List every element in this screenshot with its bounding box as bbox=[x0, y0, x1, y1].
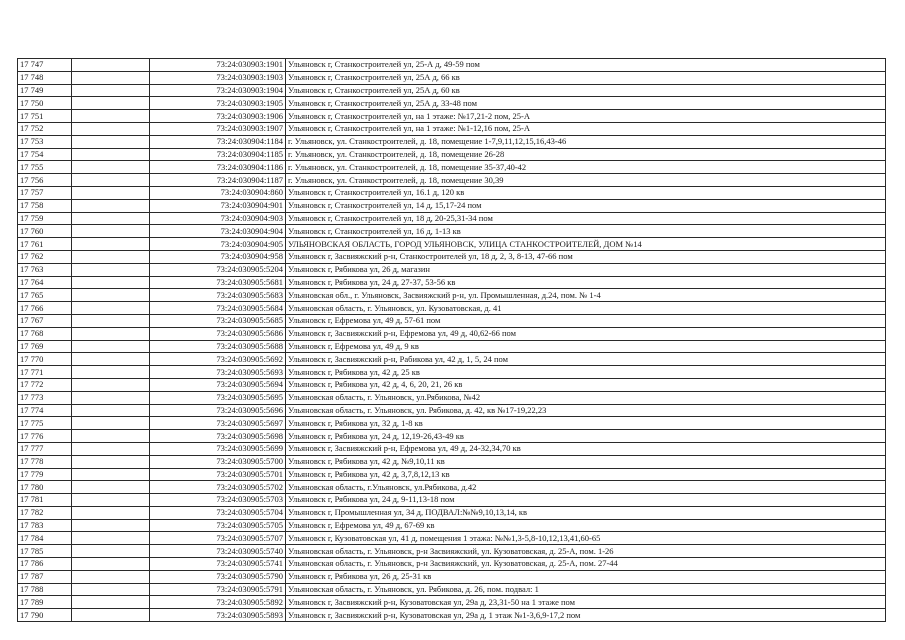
document-sheet bbox=[17, 58, 885, 622]
table-row bbox=[18, 289, 886, 302]
address-cell: Ульяновск г, Станкостроителей ул, 25А д, 60 кв bbox=[286, 84, 886, 97]
table-row bbox=[18, 391, 886, 404]
table-row bbox=[18, 174, 886, 187]
table-row bbox=[18, 59, 886, 72]
table-row bbox=[18, 455, 886, 468]
row-number-cell: 17 762 bbox=[18, 250, 72, 263]
empty-cell bbox=[72, 276, 150, 289]
address-cell: УЛЬЯНОВСКАЯ ОБЛАСТЬ, ГОРОД УЛЬЯНОВСК, УЛИЦА СТАНКОСТРОИТЕЛЕЙ, ДОМ №14 bbox=[286, 238, 886, 251]
address-cell: Ульяновск г, Ефремова ул, 49 д, 67-69 кв bbox=[286, 519, 886, 532]
row-number-cell: 17 780 bbox=[18, 481, 72, 494]
address-cell: Ульяновск г, Засвияжский р-н, Кузоватовская ул, 29а д, 1 этаж №1-3,6,9-17,2 пом bbox=[286, 609, 886, 622]
address-cell: Ульяновск г, Ефремова ул, 49 д, 9 кв bbox=[286, 340, 886, 353]
row-number-cell: 17 778 bbox=[18, 455, 72, 468]
cadastral-number-cell: 73:24:030905:5688 bbox=[150, 340, 286, 353]
table-row bbox=[18, 250, 886, 263]
empty-cell bbox=[72, 71, 150, 84]
cadastral-registry-table bbox=[17, 58, 886, 622]
table-row bbox=[18, 378, 886, 391]
cadastral-number-cell: 73:24:030905:5684 bbox=[150, 302, 286, 315]
empty-cell bbox=[72, 455, 150, 468]
empty-cell bbox=[72, 353, 150, 366]
empty-cell bbox=[72, 250, 150, 263]
address-cell: г. Ульяновск, ул. Станкостроителей, д. 18, помещение 30,39 bbox=[286, 174, 886, 187]
table-row bbox=[18, 97, 886, 110]
table-row bbox=[18, 148, 886, 161]
row-number-cell: 17 786 bbox=[18, 558, 72, 571]
table-row bbox=[18, 545, 886, 558]
cadastral-number-cell: 73:24:030905:5696 bbox=[150, 404, 286, 417]
address-cell: Ульяновск г, Станкостроителей ул, 14 д, 15,17-24 пом bbox=[286, 199, 886, 212]
cadastral-number-cell: 73:24:030905:5892 bbox=[150, 596, 286, 609]
cadastral-number-cell: 73:24:030904:958 bbox=[150, 250, 286, 263]
row-number-cell: 17 789 bbox=[18, 596, 72, 609]
address-cell: Ульяновск г, Засвияжский р-н, Ефремова ул, 49 д, 40,62-66 пом bbox=[286, 327, 886, 340]
row-number-cell: 17 787 bbox=[18, 570, 72, 583]
address-cell: Ульяновск г, Станкостроителей ул, на 1 этаже: №17,21-2 пом, 25-А bbox=[286, 110, 886, 123]
row-number-cell: 17 774 bbox=[18, 404, 72, 417]
row-number-cell: 17 759 bbox=[18, 212, 72, 225]
empty-cell bbox=[72, 583, 150, 596]
empty-cell bbox=[72, 302, 150, 315]
empty-cell bbox=[72, 378, 150, 391]
cadastral-number-cell: 73:24:030905:5695 bbox=[150, 391, 286, 404]
cadastral-number-cell: 73:24:030905:5704 bbox=[150, 506, 286, 519]
row-number-cell: 17 765 bbox=[18, 289, 72, 302]
address-cell: Ульяновская область, г. Ульяновск, ул.Рябикова, №42 bbox=[286, 391, 886, 404]
address-cell: Ульяновск г, Рябикова ул, 26 д, магазин bbox=[286, 263, 886, 276]
empty-cell bbox=[72, 519, 150, 532]
table-row bbox=[18, 314, 886, 327]
table-row bbox=[18, 212, 886, 225]
empty-cell bbox=[72, 596, 150, 609]
address-cell: г. Ульяновск, ул. Станкостроителей, д. 18, помещение 1-7,9,11,12,15,16,43-46 bbox=[286, 135, 886, 148]
address-cell: Ульяновск г, Станкостроителей ул, 18 д, 20-25,31-34 пом bbox=[286, 212, 886, 225]
row-number-cell: 17 771 bbox=[18, 366, 72, 379]
row-number-cell: 17 753 bbox=[18, 135, 72, 148]
table-row bbox=[18, 161, 886, 174]
cadastral-number-cell: 73:24:030904:904 bbox=[150, 225, 286, 238]
empty-cell bbox=[72, 327, 150, 340]
cadastral-number-cell: 73:24:030904:860 bbox=[150, 186, 286, 199]
empty-cell bbox=[72, 442, 150, 455]
table-row bbox=[18, 583, 886, 596]
table-row bbox=[18, 135, 886, 148]
row-number-cell: 17 758 bbox=[18, 199, 72, 212]
table-row bbox=[18, 71, 886, 84]
table-row bbox=[18, 122, 886, 135]
empty-cell bbox=[72, 84, 150, 97]
address-cell: Ульяновск г, Рябикова ул, 42 д, 25 кв bbox=[286, 366, 886, 379]
row-number-cell: 17 782 bbox=[18, 506, 72, 519]
address-cell: Ульяновск г, Рябикова ул, 42 д, 4, 6, 20, 21, 26 кв bbox=[286, 378, 886, 391]
table-row bbox=[18, 519, 886, 532]
row-number-cell: 17 760 bbox=[18, 225, 72, 238]
table-row bbox=[18, 558, 886, 571]
table-row bbox=[18, 442, 886, 455]
row-number-cell: 17 770 bbox=[18, 353, 72, 366]
table-row bbox=[18, 110, 886, 123]
empty-cell bbox=[72, 174, 150, 187]
table-row bbox=[18, 225, 886, 238]
empty-cell bbox=[72, 135, 150, 148]
cadastral-number-cell: 73:24:030905:5790 bbox=[150, 570, 286, 583]
row-number-cell: 17 773 bbox=[18, 391, 72, 404]
empty-cell bbox=[72, 186, 150, 199]
table-row bbox=[18, 481, 886, 494]
table-row bbox=[18, 199, 886, 212]
cadastral-number-cell: 73:24:030904:901 bbox=[150, 199, 286, 212]
address-cell: Ульяновская область, г. Ульяновск, р-н Засвияжский, ул. Кузоватовская, д. 25-А, пом. 1-26 bbox=[286, 545, 886, 558]
empty-cell bbox=[72, 148, 150, 161]
table-row bbox=[18, 596, 886, 609]
empty-cell bbox=[72, 481, 150, 494]
cadastral-number-cell: 73:24:030903:1903 bbox=[150, 71, 286, 84]
empty-cell bbox=[72, 238, 150, 251]
address-cell: Ульяновск г, Станкостроителей ул, 25А д, 66 кв bbox=[286, 71, 886, 84]
empty-cell bbox=[72, 59, 150, 72]
row-number-cell: 17 785 bbox=[18, 545, 72, 558]
cadastral-number-cell: 73:24:030904:1186 bbox=[150, 161, 286, 174]
address-cell: Ульяновская область, г. Ульяновск, ул. Рябикова, д. 42, кв №17-19,22,23 bbox=[286, 404, 886, 417]
empty-cell bbox=[72, 468, 150, 481]
cadastral-number-cell: 73:24:030903:1904 bbox=[150, 84, 286, 97]
row-number-cell: 17 776 bbox=[18, 430, 72, 443]
row-number-cell: 17 749 bbox=[18, 84, 72, 97]
table-row bbox=[18, 84, 886, 97]
row-number-cell: 17 790 bbox=[18, 609, 72, 622]
cadastral-number-cell: 73:24:030905:5698 bbox=[150, 430, 286, 443]
row-number-cell: 17 767 bbox=[18, 314, 72, 327]
cadastral-number-cell: 73:24:030903:1906 bbox=[150, 110, 286, 123]
address-cell: Ульяновская область, г. Ульяновск, ул. Рябикова, д. 26, пом. подвал: 1 bbox=[286, 583, 886, 596]
row-number-cell: 17 781 bbox=[18, 494, 72, 507]
table-row bbox=[18, 609, 886, 622]
empty-cell bbox=[72, 430, 150, 443]
address-cell: Ульяновск г, Промышленная ул, 34 д, ПОДВАЛ:№№9,10,13,14, кв bbox=[286, 506, 886, 519]
cadastral-number-cell: 73:24:030905:5686 bbox=[150, 327, 286, 340]
row-number-cell: 17 752 bbox=[18, 122, 72, 135]
cadastral-number-cell: 73:24:030905:5685 bbox=[150, 314, 286, 327]
address-cell: Ульяновск г, Рябикова ул, 42 д, №9,10,11 кв bbox=[286, 455, 886, 468]
cadastral-number-cell: 73:24:030905:5702 bbox=[150, 481, 286, 494]
cadastral-number-cell: 73:24:030904:1185 bbox=[150, 148, 286, 161]
empty-cell bbox=[72, 494, 150, 507]
table-row bbox=[18, 276, 886, 289]
cadastral-number-cell: 73:24:030904:903 bbox=[150, 212, 286, 225]
address-cell: Ульяновск г, Засвияжский р-н, Рабикова ул, 42 д, 1, 5, 24 пом bbox=[286, 353, 886, 366]
row-number-cell: 17 777 bbox=[18, 442, 72, 455]
empty-cell bbox=[72, 391, 150, 404]
address-cell: Ульяновск г, Станкостроителей ул, на 1 этаже: №1-12,16 пом, 25-А bbox=[286, 122, 886, 135]
empty-cell bbox=[72, 263, 150, 276]
address-cell: Ульяновск г, Кузоватовская ул, 41 д, помещения 1 этажа: №№1,3-5,8-10,12,13,41,60-65 bbox=[286, 532, 886, 545]
row-number-cell: 17 757 bbox=[18, 186, 72, 199]
cadastral-number-cell: 73:24:030903:1901 bbox=[150, 59, 286, 72]
address-cell: Ульяновск г, Рябикова ул, 24 д, 27-37, 53-56 кв bbox=[286, 276, 886, 289]
cadastral-number-cell: 73:24:030904:1187 bbox=[150, 174, 286, 187]
row-number-cell: 17 772 bbox=[18, 378, 72, 391]
address-cell: Ульяновск г, Засвияжский р-н, Кузоватовская ул, 29а д, 23,31-50 на 1 этаже пом bbox=[286, 596, 886, 609]
row-number-cell: 17 751 bbox=[18, 110, 72, 123]
empty-cell bbox=[72, 404, 150, 417]
address-cell: Ульяновск г, Рябикова ул, 24 д, 9-11,13-18 пом bbox=[286, 494, 886, 507]
cadastral-number-cell: 73:24:030903:1907 bbox=[150, 122, 286, 135]
address-cell: г. Ульяновск, ул. Станкостроителей, д. 18, помещение 35-37,40-42 bbox=[286, 161, 886, 174]
row-number-cell: 17 784 bbox=[18, 532, 72, 545]
row-number-cell: 17 768 bbox=[18, 327, 72, 340]
table-row bbox=[18, 302, 886, 315]
cadastral-number-cell: 73:24:030905:5683 bbox=[150, 289, 286, 302]
cadastral-number-cell: 73:24:030905:5791 bbox=[150, 583, 286, 596]
row-number-cell: 17 769 bbox=[18, 340, 72, 353]
row-number-cell: 17 755 bbox=[18, 161, 72, 174]
cadastral-number-cell: 73:24:030905:5740 bbox=[150, 545, 286, 558]
empty-cell bbox=[72, 199, 150, 212]
row-number-cell: 17 750 bbox=[18, 97, 72, 110]
empty-cell bbox=[72, 417, 150, 430]
row-number-cell: 17 748 bbox=[18, 71, 72, 84]
row-number-cell: 17 788 bbox=[18, 583, 72, 596]
row-number-cell: 17 775 bbox=[18, 417, 72, 430]
address-cell: Ульяновская область, г. Ульяновск, ул. Кузоватовская, д. 41 bbox=[286, 302, 886, 315]
table-row bbox=[18, 353, 886, 366]
table-row bbox=[18, 340, 886, 353]
address-cell: Ульяновск г, Засвияжский р-н, Станкостроителей ул, 18 д, 2, 3, 8-13, 47-66 пом bbox=[286, 250, 886, 263]
table-row bbox=[18, 366, 886, 379]
empty-cell bbox=[72, 558, 150, 571]
row-number-cell: 17 783 bbox=[18, 519, 72, 532]
table-row bbox=[18, 327, 886, 340]
empty-cell bbox=[72, 212, 150, 225]
address-cell: Ульяновская область, г. Ульяновск, р-н Засвияжский, ул. Кузоватовская, д. 25-А, пом. 27-44 bbox=[286, 558, 886, 571]
address-cell: Ульяновск г, Станкостроителей ул, 25А д, 33-48 пом bbox=[286, 97, 886, 110]
address-cell: Ульяновск г, Станкостроителей ул, 25-А д, 49-59 пом bbox=[286, 59, 886, 72]
cadastral-number-cell: 73:24:030905:5697 bbox=[150, 417, 286, 430]
cadastral-number-cell: 73:24:030905:5741 bbox=[150, 558, 286, 571]
table-row bbox=[18, 532, 886, 545]
cadastral-number-cell: 73:24:030905:5703 bbox=[150, 494, 286, 507]
cadastral-number-cell: 73:24:030905:5692 bbox=[150, 353, 286, 366]
address-cell: Ульяновск г, Рябикова ул, 42 д, 3,7,8,12,13 кв bbox=[286, 468, 886, 481]
row-number-cell: 17 747 bbox=[18, 59, 72, 72]
row-number-cell: 17 763 bbox=[18, 263, 72, 276]
table-row bbox=[18, 417, 886, 430]
cadastral-number-cell: 73:24:030904:905 bbox=[150, 238, 286, 251]
row-number-cell: 17 779 bbox=[18, 468, 72, 481]
table-row bbox=[18, 494, 886, 507]
cadastral-number-cell: 73:24:030905:5893 bbox=[150, 609, 286, 622]
address-cell: Ульяновск г, Засвияжский р-н, Ефремова ул, 49 д, 24-32,34,70 кв bbox=[286, 442, 886, 455]
cadastral-number-cell: 73:24:030904:1184 bbox=[150, 135, 286, 148]
empty-cell bbox=[72, 366, 150, 379]
cadastral-number-cell: 73:24:030905:5707 bbox=[150, 532, 286, 545]
empty-cell bbox=[72, 340, 150, 353]
address-cell: Ульяновская область, г.Ульяновск, ул.Рябикова, д.42 bbox=[286, 481, 886, 494]
table-row bbox=[18, 468, 886, 481]
empty-cell bbox=[72, 570, 150, 583]
row-number-cell: 17 766 bbox=[18, 302, 72, 315]
cadastral-number-cell: 73:24:030905:5693 bbox=[150, 366, 286, 379]
row-number-cell: 17 764 bbox=[18, 276, 72, 289]
row-number-cell: 17 756 bbox=[18, 174, 72, 187]
empty-cell bbox=[72, 161, 150, 174]
empty-cell bbox=[72, 110, 150, 123]
cadastral-number-cell: 73:24:030905:5701 bbox=[150, 468, 286, 481]
table-row bbox=[18, 263, 886, 276]
table-row bbox=[18, 506, 886, 519]
address-cell: Ульяновск г, Ефремова ул, 49 д, 57-61 пом bbox=[286, 314, 886, 327]
empty-cell bbox=[72, 506, 150, 519]
empty-cell bbox=[72, 289, 150, 302]
address-cell: г. Ульяновск, ул. Станкостроителей, д. 18, помещение 26-28 bbox=[286, 148, 886, 161]
address-cell: Ульяновск г, Рябикова ул, 32 д, 1-8 кв bbox=[286, 417, 886, 430]
address-cell: Ульяновская обл., г. Ульяновск, Засвияжский р-н, ул. Промышленная, д.24, пом. № 1-4 bbox=[286, 289, 886, 302]
empty-cell bbox=[72, 314, 150, 327]
table-row bbox=[18, 404, 886, 417]
cadastral-number-cell: 73:24:030905:5681 bbox=[150, 276, 286, 289]
table-row bbox=[18, 570, 886, 583]
registry-table-body bbox=[18, 59, 886, 622]
table-row bbox=[18, 238, 886, 251]
cadastral-number-cell: 73:24:030905:5700 bbox=[150, 455, 286, 468]
empty-cell bbox=[72, 97, 150, 110]
cadastral-number-cell: 73:24:030905:5699 bbox=[150, 442, 286, 455]
empty-cell bbox=[72, 532, 150, 545]
cadastral-number-cell: 73:24:030903:1905 bbox=[150, 97, 286, 110]
row-number-cell: 17 761 bbox=[18, 238, 72, 251]
address-cell: Ульяновск г, Станкостроителей ул, 16.1 д, 120 кв bbox=[286, 186, 886, 199]
empty-cell bbox=[72, 545, 150, 558]
cadastral-number-cell: 73:24:030905:5204 bbox=[150, 263, 286, 276]
table-row bbox=[18, 430, 886, 443]
empty-cell bbox=[72, 609, 150, 622]
table-row bbox=[18, 186, 886, 199]
empty-cell bbox=[72, 225, 150, 238]
cadastral-number-cell: 73:24:030905:5694 bbox=[150, 378, 286, 391]
cadastral-number-cell: 73:24:030905:5705 bbox=[150, 519, 286, 532]
address-cell: Ульяновск г, Рябикова ул, 24 д, 12,19-26,43-49 кв bbox=[286, 430, 886, 443]
address-cell: Ульяновск г, Рябикова ул, 26 д, 25-31 кв bbox=[286, 570, 886, 583]
row-number-cell: 17 754 bbox=[18, 148, 72, 161]
empty-cell bbox=[72, 122, 150, 135]
address-cell: Ульяновск г, Станкостроителей ул, 16 д, 1-13 кв bbox=[286, 225, 886, 238]
